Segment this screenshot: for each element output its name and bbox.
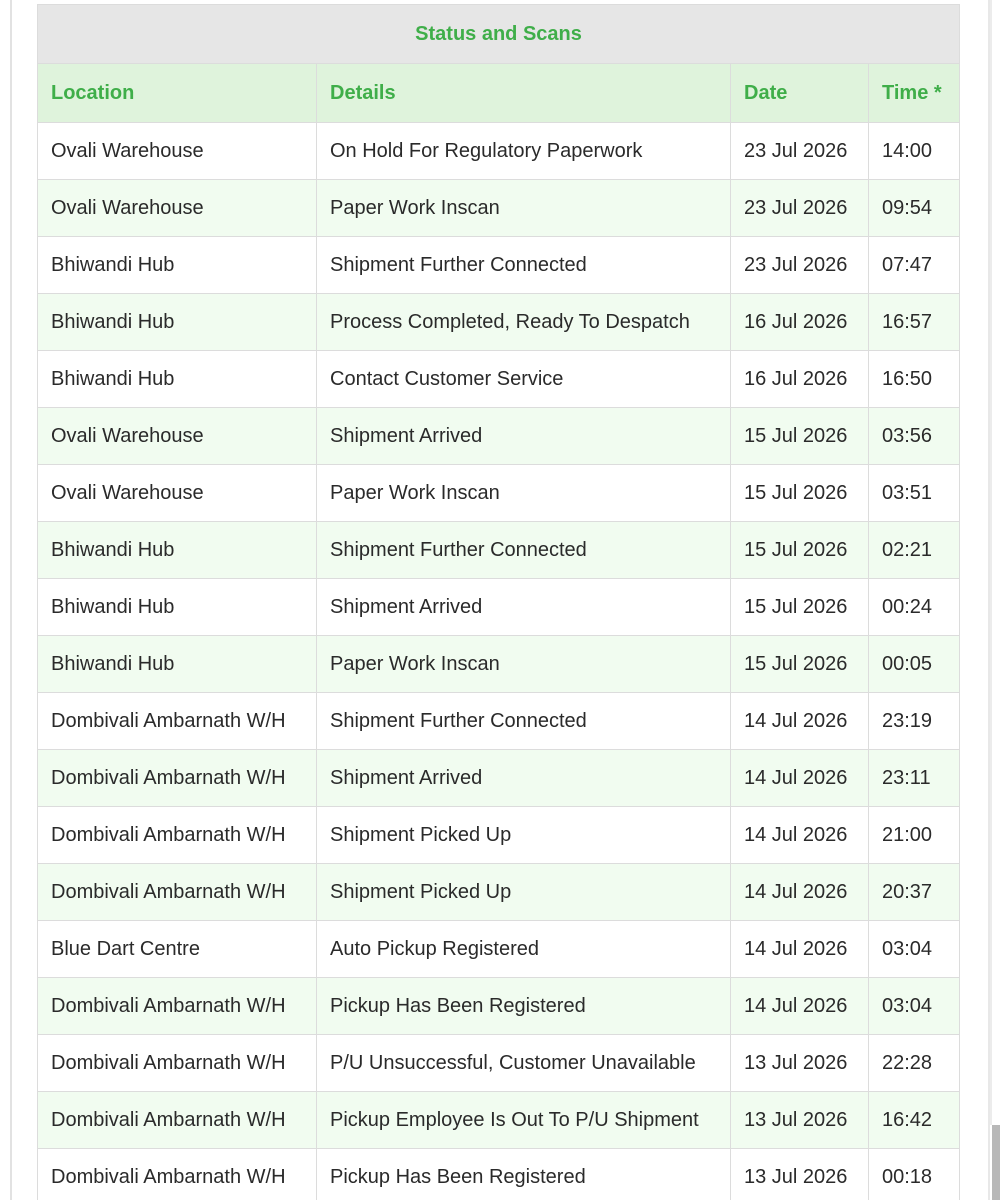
cell-details: Paper Work Inscan [317, 465, 731, 522]
table-row [38, 351, 960, 408]
cell-date: 15 Jul 2026 [731, 636, 869, 693]
cell-location: Dombivali Ambarnath W/H [38, 693, 317, 750]
cell-details: On Hold For Regulatory Paperwork [317, 123, 731, 180]
cell-location: Ovali Warehouse [38, 123, 317, 180]
cell-time: 16:50 [869, 351, 960, 408]
cell-time: 22:28 [869, 1035, 960, 1092]
cell-time: 02:21 [869, 522, 960, 579]
table-row [38, 978, 960, 1035]
table-row [38, 864, 960, 921]
cell-time: 00:05 [869, 636, 960, 693]
cell-details: Shipment Further Connected [317, 237, 731, 294]
status-scans-table [37, 4, 960, 1200]
cell-details: Contact Customer Service [317, 351, 731, 408]
cell-date: 16 Jul 2026 [731, 294, 869, 351]
cell-time: 20:37 [869, 864, 960, 921]
cell-location: Dombivali Ambarnath W/H [38, 1035, 317, 1092]
cell-date: 15 Jul 2026 [731, 522, 869, 579]
cell-time: 03:04 [869, 978, 960, 1035]
column-header-date[interactable]: Date [731, 64, 869, 123]
cell-location: Bhiwandi Hub [38, 237, 317, 294]
scrollbar-thumb[interactable] [992, 1125, 1000, 1200]
table-row [38, 294, 960, 351]
cell-date: 13 Jul 2026 [731, 1092, 869, 1149]
cell-date: 15 Jul 2026 [731, 408, 869, 465]
cell-date: 13 Jul 2026 [731, 1035, 869, 1092]
cell-details: Pickup Has Been Registered [317, 1149, 731, 1200]
cell-time: 00:18 [869, 1149, 960, 1200]
cell-date: 23 Jul 2026 [731, 237, 869, 294]
cell-details: Process Completed, Ready To Despatch [317, 294, 731, 351]
cell-details: Paper Work Inscan [317, 636, 731, 693]
cell-date: 14 Jul 2026 [731, 864, 869, 921]
cell-time: 16:42 [869, 1092, 960, 1149]
table-title: Status and Scans [38, 5, 960, 64]
cell-date: 14 Jul 2026 [731, 750, 869, 807]
cell-time: 03:51 [869, 465, 960, 522]
table-row [38, 408, 960, 465]
cell-details: Auto Pickup Registered [317, 921, 731, 978]
left-border [10, 0, 12, 1200]
cell-location: Dombivali Ambarnath W/H [38, 1149, 317, 1200]
cell-date: 16 Jul 2026 [731, 351, 869, 408]
cell-details: Shipment Arrived [317, 408, 731, 465]
table-row [38, 807, 960, 864]
table-row [38, 237, 960, 294]
cell-location: Bhiwandi Hub [38, 579, 317, 636]
cell-time: 14:00 [869, 123, 960, 180]
cell-time: 21:00 [869, 807, 960, 864]
cell-location: Blue Dart Centre [38, 921, 317, 978]
table-row [38, 1035, 960, 1092]
table-body [38, 123, 960, 1200]
cell-details: Shipment Picked Up [317, 807, 731, 864]
table-row [38, 1092, 960, 1149]
table-row [38, 921, 960, 978]
table-row [38, 579, 960, 636]
table-row [38, 465, 960, 522]
table-row [38, 1149, 960, 1200]
cell-location: Bhiwandi Hub [38, 522, 317, 579]
cell-date: 15 Jul 2026 [731, 579, 869, 636]
cell-date: 23 Jul 2026 [731, 123, 869, 180]
cell-location: Dombivali Ambarnath W/H [38, 750, 317, 807]
cell-time: 23:11 [869, 750, 960, 807]
cell-time: 07:47 [869, 237, 960, 294]
cell-details: Pickup Has Been Registered [317, 978, 731, 1035]
cell-details: Shipment Arrived [317, 750, 731, 807]
cell-date: 14 Jul 2026 [731, 693, 869, 750]
cell-time: 16:57 [869, 294, 960, 351]
cell-location: Ovali Warehouse [38, 408, 317, 465]
cell-location: Bhiwandi Hub [38, 636, 317, 693]
cell-location: Bhiwandi Hub [38, 351, 317, 408]
cell-details: Shipment Further Connected [317, 522, 731, 579]
cell-time: 03:04 [869, 921, 960, 978]
cell-time: 23:19 [869, 693, 960, 750]
cell-details: Shipment Arrived [317, 579, 731, 636]
table-row [38, 693, 960, 750]
cell-date: 13 Jul 2026 [731, 1149, 869, 1200]
table-title-row [38, 5, 960, 64]
column-header-time[interactable]: Time * [869, 64, 960, 123]
cell-time: 03:56 [869, 408, 960, 465]
cell-time: 09:54 [869, 180, 960, 237]
cell-date: 23 Jul 2026 [731, 180, 869, 237]
cell-location: Dombivali Ambarnath W/H [38, 978, 317, 1035]
cell-details: Shipment Further Connected [317, 693, 731, 750]
cell-location: Bhiwandi Hub [38, 294, 317, 351]
table-row [38, 750, 960, 807]
table-row [38, 636, 960, 693]
column-header-location[interactable]: Location [38, 64, 317, 123]
table-header-row [38, 64, 960, 123]
table-row [38, 123, 960, 180]
cell-location: Ovali Warehouse [38, 180, 317, 237]
cell-details: Paper Work Inscan [317, 180, 731, 237]
cell-date: 14 Jul 2026 [731, 921, 869, 978]
cell-date: 14 Jul 2026 [731, 807, 869, 864]
cell-location: Ovali Warehouse [38, 465, 317, 522]
cell-details: Pickup Employee Is Out To P/U Shipment [317, 1092, 731, 1149]
table-row [38, 180, 960, 237]
table-row [38, 522, 960, 579]
cell-details: P/U Unsuccessful, Customer Unavailable [317, 1035, 731, 1092]
cell-date: 15 Jul 2026 [731, 465, 869, 522]
cell-time: 00:24 [869, 579, 960, 636]
cell-location: Dombivali Ambarnath W/H [38, 1092, 317, 1149]
cell-date: 14 Jul 2026 [731, 978, 869, 1035]
column-header-details[interactable]: Details [317, 64, 731, 123]
cell-location: Dombivali Ambarnath W/H [38, 807, 317, 864]
scrollbar-track[interactable] [990, 0, 1000, 1125]
cell-details: Shipment Picked Up [317, 864, 731, 921]
cell-location: Dombivali Ambarnath W/H [38, 864, 317, 921]
